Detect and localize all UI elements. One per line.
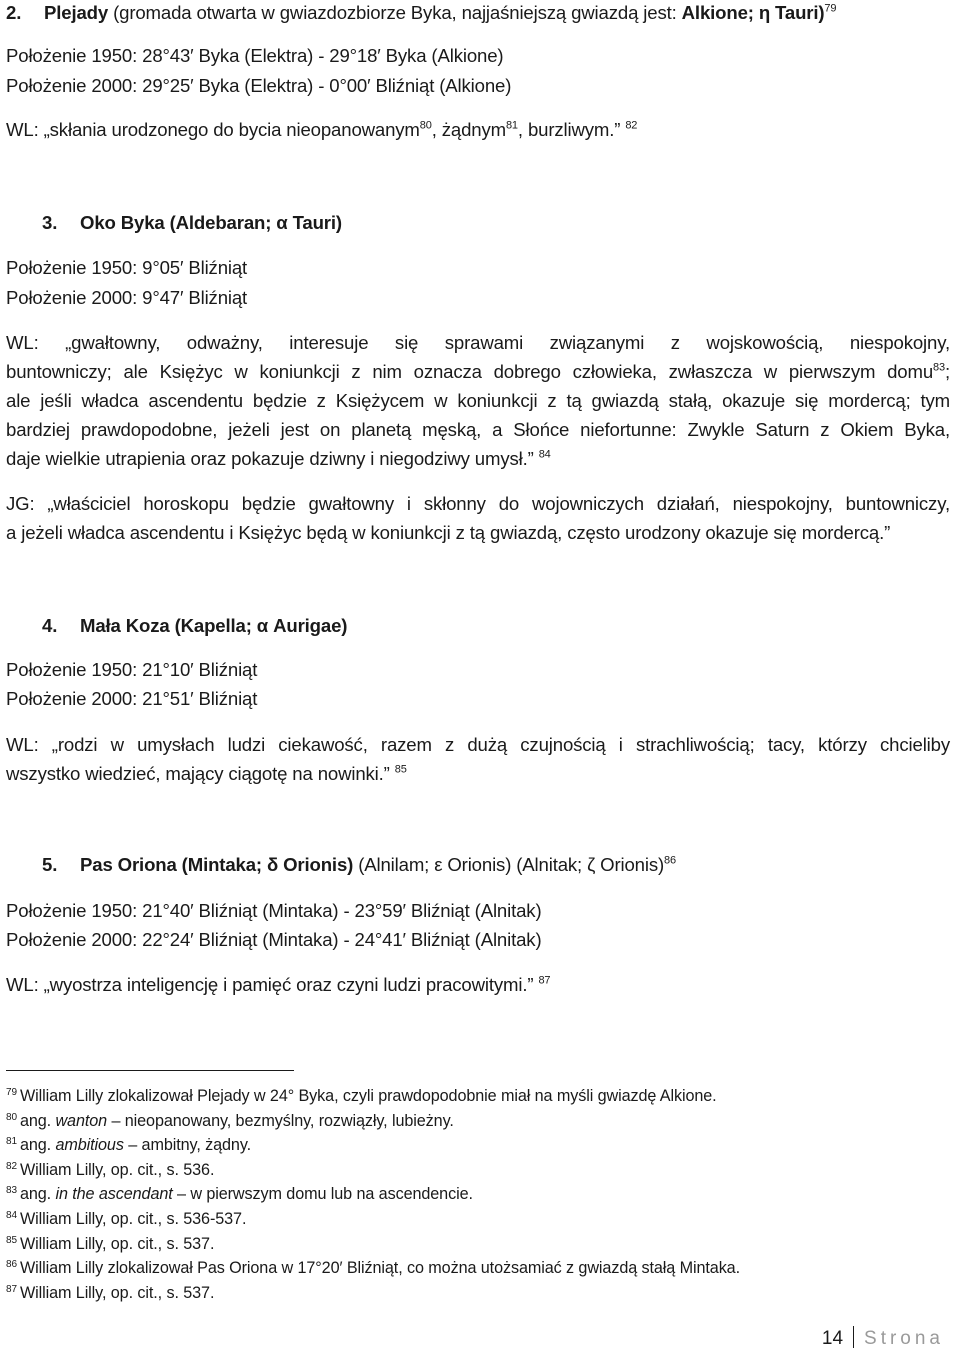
page-label: Strona [864,1328,944,1349]
section-2-position-1950: Położenie 1950: 28°43′ Byka (Elektra) - 29°18′ Byka (Alkione) [6,45,504,66]
section-3-jg-line-1: JG: „właściciel horoskopu będzie gwałtowny i skłonny do wojowniczych działań, niespokojny, buntowniczy, [6,493,950,514]
section-title-rest: (Alnilam; ε Orionis) (Alnitak; ζ Orionis) [353,854,665,875]
footnote-ref[interactable]: 79 [824,2,837,15]
footnote-ref[interactable]: 81 [505,119,518,132]
footer-divider [853,1326,854,1348]
section-3-jg-line-2: a jeżeli władca ascendentu i Księżyc będą w koniunkcji z tą gwiazdą, często urodzony okazuje się mordercą.” [6,522,891,543]
section-3-wl-line-1: WL: „gwałtowny, odważny, interesuje się sprawami związanymi z wojskowością, niespokojny, [6,332,950,353]
section-5-heading [42,853,960,877]
section-title: Oko Byka (Aldebaran; α Tauri) [80,212,342,233]
section-3-wl-line-3: ale jeśli władca ascendentu będzie z Księżycem w koniunkcji z tą gwiazdą stałą, okazuje się mordercą; tym [6,390,950,411]
section-number: 5. [42,854,58,875]
footnote: $^{81}$ ang. ambitious – ambitny, żądny. [6,1136,252,1154]
section-title: Pas Oriona (Mintaka; δ Orionis) [80,854,354,875]
section-4-position-1950: Położenie 1950: 21°10′ Bliźniąt [6,659,258,680]
section-4-wl-line-2: wszystko wiedzieć, mający ciągotę na nowinki.” $^{85}$ [6,763,407,784]
section-3-wl-line-2: buntowniczy; ale Księżyc w koniunkcji z nim oznacza dobrego człowieka, zwłaszcza w pierwszym domu$^{83}$; [6,361,950,382]
section-3-position-2000: Położenie 2000: 9°47′ Bliźniąt [6,287,248,308]
section-4-wl-line-1: WL: „rodzi w umysłach ludzi ciekawość, razem z dużą czujnością i strachliwością; tacy, którzy chcieliby [6,734,950,755]
section-title-star: Alkione; η Tauri) [681,2,825,23]
footnote-ref[interactable]: 86 [664,854,676,867]
footnote-separator [6,1070,294,1071]
footnote: $^{86}$ William Lilly zlokalizował Pas Oriona w 17°20′ Bliźniąt, co można utożsamiać z gwiazdą stałą Mintaka. [6,1259,740,1277]
footnote: $^{87}$ William Lilly, op. cit., s. 537. [6,1284,215,1302]
footnote-ref[interactable]: 83 [933,361,945,374]
footnote-ref[interactable]: 80 [419,119,432,132]
footnote: $^{82}$ William Lilly, op. cit., s. 536. [6,1161,215,1179]
footnote-ref[interactable]: 82 [625,119,638,132]
section-number: 2. [6,2,22,23]
section-3-heading [42,211,960,235]
page-footer [822,1326,944,1351]
page-number: 14 [821,1328,844,1349]
footnote: $^{80}$ ang. wanton – nieopanowany, bezmyślny, rozwiązły, lubieżny. [6,1112,454,1130]
section-3-position-1950: Położenie 1950: 9°05′ Bliźniąt [6,257,248,278]
section-4-heading [42,614,960,638]
section-title: Mała Koza (Kapella; α Aurigae) [80,615,348,636]
footnote: $^{83}$ ang. in the ascendant – w pierwszym domu lub na ascendencie. [6,1185,473,1203]
footnote: $^{79}$ William Lilly zlokalizował Plejady w 24° Byka, czyli prawdopodobnie miał na myśli gwiazdę Alkione. [6,1087,717,1105]
section-2-position-2000: Położenie 2000: 29°25′ Byka (Elektra) - 0°00′ Bliźniąt (Alkione) [6,75,512,96]
section-2-wl: WL: „skłania urodzonego do bycia nieopanowanym$^{80}$, żądnym$^{81}$, burzliwym.” $^{82}$ [6,119,638,140]
footnote-ref[interactable]: 84 [538,448,551,461]
section-title-note: (gromada otwarta w gwiazdozbiorze Byka, najjaśniejszą gwiazdą jest: [108,2,682,23]
section-2-heading [6,1,950,25]
section-number: 3. [42,212,58,233]
footnote-ref[interactable]: 85 [394,763,407,776]
section-title: Plejady [44,2,109,23]
section-number: 4. [42,615,58,636]
section-5-wl: WL: „wyostrza inteligencję i pamięć oraz czyni ludzi pracowitymi.” $^{87}$ [6,974,551,995]
section-5-position-1950: Położenie 1950: 21°40′ Bliźniąt (Mintaka) - 23°59′ Bliźniąt (Alnitak) [6,900,542,921]
section-3-wl-line-4: bardziej prawdopodobne, jeżeli jest on planetą męską, a Słońce niefortunne: Zwykle Saturn z Okiem Byka, [6,419,950,440]
footnote: $^{84}$ William Lilly, op. cit., s. 536-537. [6,1210,247,1228]
footnote-ref[interactable]: 87 [538,974,551,987]
section-3-wl-line-5: daje wielkie utrapienia oraz pokazuje dziwny i niegodziwy umysł.” $^{84}$ [6,448,551,469]
section-5-position-2000: Położenie 2000: 22°24′ Bliźniąt (Mintaka) - 24°41′ Bliźniąt (Alnitak) [6,929,542,950]
footnote: $^{85}$ William Lilly, op. cit., s. 537. [6,1235,215,1253]
section-4-position-2000: Położenie 2000: 21°51′ Bliźniąt [6,688,258,709]
